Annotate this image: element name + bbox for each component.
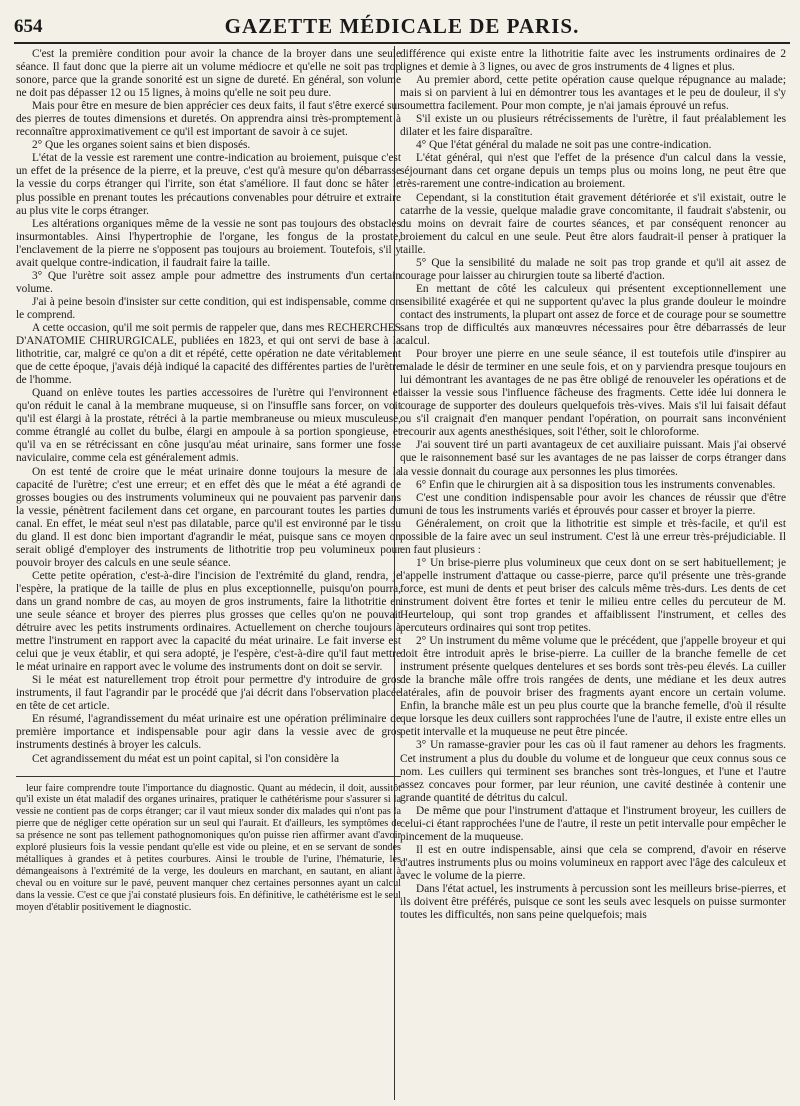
paragraph: L'état général, qui n'est que l'effet de la présence d'un calcul dans la vessie, séjournant dans cet organe depuis un temps plus ou moins long, ne peut être que très-rarement une contre-indication au broiement. <box>400 152 786 191</box>
paragraph: Au premier abord, cette petite opération cause quelque répugnance au malade; mais si on parvient à lui en démontrer tous les avantages et le peu de douleur, il s'y soumettra facilement. Pour mon compte, je n'ai jamais éprouvé un refus. <box>400 74 786 113</box>
paragraph: Si le méat est naturellement trop étroit pour permettre d'y introduire de gros instruments, il faut l'agrandir par le procédé que j'ai décrit dans l'observation placée en tête de cet article. <box>16 674 401 713</box>
journal-title: GAZETTE MÉDICALE DE PARIS. <box>224 14 580 38</box>
paragraph: J'ai à peine besoin d'insister sur cette condition, qui est indispensable, comme on le comprend. <box>16 295 401 321</box>
paragraph: L'état de la vessie est rarement une contre-indication au broiement, puisque c'est un effet de la présence de la pierre, et la preuve, c'est qu'à mesure qu'on débarrasse la vessie du corps étranger qui l'irrite, son état s'améliore. Il faut donc se hâter le plus possible en prenant toutes les précautions convenables pour détruire et extraire au plus vite le corps étranger. <box>16 152 401 217</box>
paragraph: 2° Que les organes soient sains et bien disposés. <box>32 139 251 152</box>
right-column <box>400 48 786 1098</box>
paragraph: Cependant, si la constitution était gravement détériorée et s'il existait, outre le catarrhe de la vessie, quelque maladie grave concomitante, il faudrait s'abstenir, ou du moins on devrait faire de courtes séances, et par conséquent renoncer au broiement du calcul en une seule. Peut être alors faudrait-il penser à pratiquer la taille. <box>400 191 786 256</box>
page-header <box>14 14 790 44</box>
paragraph: De même que pour l'instrument d'attaque et l'instrument broyeur, les cuillers de celui-ci étant rapprochées l'une de l'autre, il reste un petit intervalle pour empêcher le pincement de la muqueuse. <box>400 804 786 843</box>
paragraph: différence qui existe entre la lithotritie faite avec les instruments ordinaires de 2 lignes et demie à 3 lignes, ou avec de gros instruments de 4 lignes et plus. <box>400 48 786 74</box>
paragraph: Les altérations organiques même de la vessie ne sont pas toujours des obstacles insurmontables. Ainsi l'hypertrophie de l'organe, les fongus de la prostate, l'enclavement de la pierre ne s'opposent pas toujours au broiement. Toutefois, s'il y avait quelque contre-indication, il faudrait faire la taille. <box>16 217 401 269</box>
paragraph: Pour broyer une pierre en une seule séance, il est toutefois utile d'inspirer au malade le désir de terminer en une seule fois, et on y parviendra presque toujours en lui démontrant les avantages de ne pas être obligé de renouveler les opérations et de laisser la vessie sous l'influence fâcheuse des fragments. Cette idée lui donnera le courage de supporter des douleurs quelquefois très-vives. Mais s'il lui faisait défaut ou s'il craignait d'en manquer pendant l'opération, on pourrait sans inconvénient recourir aux agents anesthésiques, soit l'éther, soit le chloroforme. <box>400 348 786 439</box>
paragraph: S'il existe un ou plusieurs rétrécissements de l'urètre, il faut préalablement les dilater et les faire disparaître. <box>400 113 786 139</box>
paragraph: C'est une condition indispensable pour avoir les chances de réussir que d'être muni de tous les instruments variés et éprouvés pour casser et broyer la pierre. <box>400 491 786 517</box>
paragraph: Généralement, on croit que la lithotritie est simple et très-facile, et qu'il est possible de la faire avec un seul instrument. C'est là une erreur très-préjudiciable. Il en faut plusieurs : <box>400 517 786 556</box>
paragraph: Mais pour être en mesure de bien apprécier ces deux faits, il faut s'être exercé sur des pierres de toutes dimensions et duretés. On apprendra ainsi très-promptement à reconnaître approximativement ce qu'il est important de savoir à ce sujet. <box>16 100 401 139</box>
paragraph: C'est la première condition pour avoir la chance de la broyer dans une seule séance. Il faut donc que la pierre ait un volume médiocre et qu'elle ne soit pas trop sonore, parce que la grande sonorité est un signe de dureté. En général, son volume ne doit pas dépasser 12 ou 15 lignes, à moins qu'elle ne soit peu dure. <box>16 48 401 100</box>
paragraph: Dans l'état actuel, les instruments à percussion sont les meilleurs brise-pierres, et ils doivent être préférés, puisque ce sont les seuls avec lesquels on puisse surmonter toutes les difficultés, non sans peine quelquefois; mais <box>400 883 786 922</box>
paragraph: Il est en outre indispensable, ainsi que cela se comprend, d'avoir en réserve d'autres instruments plus ou moins volumineux en rapport avec l'âge des calculeux et avec le volume de la pierre. <box>400 843 786 882</box>
paragraph: A cette occasion, qu'il me soit permis de rappeler que, dans mes RECHERCHES D'ANATOMIE CHIRURGICALE, publiées en 1823, et qui ont servi de base à la lithotritie, car, malgré ce qu'on a dit et répété, cette opération ne date véritablement que de cette époque, j'avais déjà indiqué la capacité des différentes parties de l'urètre de l'homme. <box>16 321 401 387</box>
paragraph: Cet agrandissement du méat est un point capital, si l'on considère la <box>32 752 339 765</box>
paragraph: Quand on enlève toutes les parties accessoires de l'urètre qui l'environnent et qu'on réduit le canal à la membrane muqueuse, si on l'insuffle sans forcer, on voit qu'il est élargi à la prostate, rétréci à la partie membraneuse ou mieux musculeuse, comme étranglé au collet du bulbe, élargi en ampoule à sa portion spongieuse, et qu'il va en se rétrécissant en cône jusqu'au méat urinaire, sans former une fosse naviculaire, comme cela est généralement admis. <box>16 387 401 465</box>
paragraph: 3° Que l'urètre soit assez ample pour admettre des instruments d'un certain volume. <box>16 269 401 295</box>
paragraph: 4° Que l'état général du malade ne soit pas une contre-indication. <box>416 139 712 152</box>
paragraph: Cette petite opération, c'est-à-dire l'incision de l'extrémité du gland, rendra, je l'espère, la pratique de la taille de plus en plus exceptionnelle, puisqu'on pourra, dans un grand nombre de cas, au moyen de gros instruments, faire la lithotritie en une seule séance et broyer des pierres plus grosses que celles qu'on ne pouvait détruire avec les petits instruments ordinaires. Actuellement on cherche toujours à mettre l'instrument en rapport avec la capacité du méat urinaire. Le fait inverse est celui que je veux établir, et qui sera adopté, je l'espère, c'est-à-dire qu'il faut mettre le méat urinaire en rapport avec le volume des instruments dont on doit se servir. <box>16 569 401 674</box>
paragraph: En résumé, l'agrandissement du méat urinaire est une opération préliminaire de première importance et indispensable pour agir dans la vessie avec de gros instruments destinés à broyer les calculs. <box>16 713 401 752</box>
paragraph: 6° Enfin que le chirurgien ait à sa disposition tous les instruments convenables. <box>416 478 776 491</box>
footnote-text: leur faire comprendre toute l'importance du diagnostic. Quant au médecin, il doit, aussitôt qu'il existe un état maladif des organes urinaires, pratiquer le cathétérisme pour s'assurer si la vessie ne contient pas de corps étranger; car il vaut mieux sonder dix malades qui n'ont pas la pierre que de négliger cette opération sur un seul qui l'aurait. Et d'ailleurs, les symptômes de sa présence ne sont pas tellement pathognomoniques qu'on puisse rien affirmer avant d'avoir exploré plusieurs fois la vessie pendant qu'elle est vide ou pleine, et en se servant de sondes métalliques à grandes et à petites courbures. Ainsi le trouble de l'urine, l'hématurie, les démangeaisons à l'extrémité de la verge, les douleurs en marchant, en sautant, en aliant à cheval ou en voiture sur le pavé, peuvent manquer chez certaines personnes ayant un calcul dans la vessie. C'est ce que j'ai constaté plusieurs fois. En définitive, le cathétérisme est le seul moyen d'établir positivement le diagnostic. <box>16 782 401 913</box>
page-number: 654 <box>14 16 43 37</box>
footnote-rule <box>16 776 401 777</box>
footnote <box>16 783 401 914</box>
paragraph: 1° Un brise-pierre plus volumineux que ceux dont on se sert habituellement; je l'appelle instrument d'attaque ou casse-pierre, parce qu'il présente une très-grande force, est muni de dents et peut briser des calculs même très-durs. Les dents de cet instrument doivent être fortes et tenir le milieu entre celles du percuteur de M. Heurteloup, qui sont trop grandes et affaiblissent l'instrument, et celles des percuteurs ordinaires qui sont trop petites. <box>400 556 786 635</box>
paragraph: J'ai souvent tiré un parti avantageux de cet auxiliaire puissant. Mais j'ai observé que le raisonnement basé sur les avantages de ne pas laisser de corps étranger dans la vessie donnait du courage aux personnes les plus timorées. <box>400 439 786 478</box>
left-column <box>16 48 401 1098</box>
paragraph: En mettant de côté les calculeux qui présentent exceptionnellement une sensibilité exagérée et qui ne supportent qu'avec la plus grande douleur le moindre contact des instruments, la plupart ont assez de force et de courage pour se soumettre sans trop de difficultés aux manœuvres nécessaires pour être débarrassés de leur calcul. <box>400 282 786 348</box>
paragraph: 3° Un ramasse-gravier pour les cas où il faut ramener au dehors les fragments. Cet instrument a plus du double du volume et de longueur que ceux connus sous ce nom. Les cuillers qui terminent ses branches sont très-longues, et l'une et l'autre assez concaves pour former, par leur réunion, une cavité destinée à contenir une grande quantité de détritus du calcul. <box>400 739 786 804</box>
paragraph: 5° Que la sensibilité du malade ne soit pas trop grande et qu'il ait assez de courage pour laisser au chirurgien toute sa liberté d'action. <box>400 256 786 282</box>
paragraph: On est tenté de croire que le méat urinaire donne toujours la mesure de la capacité de l'urètre; c'est une erreur; et en effet dès que le méat a été agrandi de grosses bougies ou des instruments volumineux qui ne pouvaient pas parvenir dans la vessie, pénètrent facilement dans cet organe, en parcourant toutes les parties du canal. En effet, le méat seul n'est pas dilatable, parce qu'il est environné par le tissu du gland. Il est donc bien important d'agrandir le méat, puisque sans ce moyen on serait obligé d'employer des instruments de lithotritie trop peu volumineux pour pouvoir broyer des calculs en une seule séance. <box>16 465 401 569</box>
paragraph: 2° Un instrument du même volume que le précédent, que j'appelle broyeur et qui doit être introduit après le brise-pierre. La cuiller de la branche femelle de cet instrument présente quelques dentelures et ses bords sont très-peu élevés. La cuiller de la branche mâle offre trois rangées de dents, une médiane et les deux autres latérales, afin de pouvoir briser des fragments ayant encore un certain volume. Enfin, la branche mâle est un peu plus courte que la branche femelle, d'où il résulte que lorsque les deux cuillers sont rapprochées l'une de l'autre, il existe entre elles un petit intervalle et la muqueuse ne peut être pincée. <box>400 635 786 739</box>
